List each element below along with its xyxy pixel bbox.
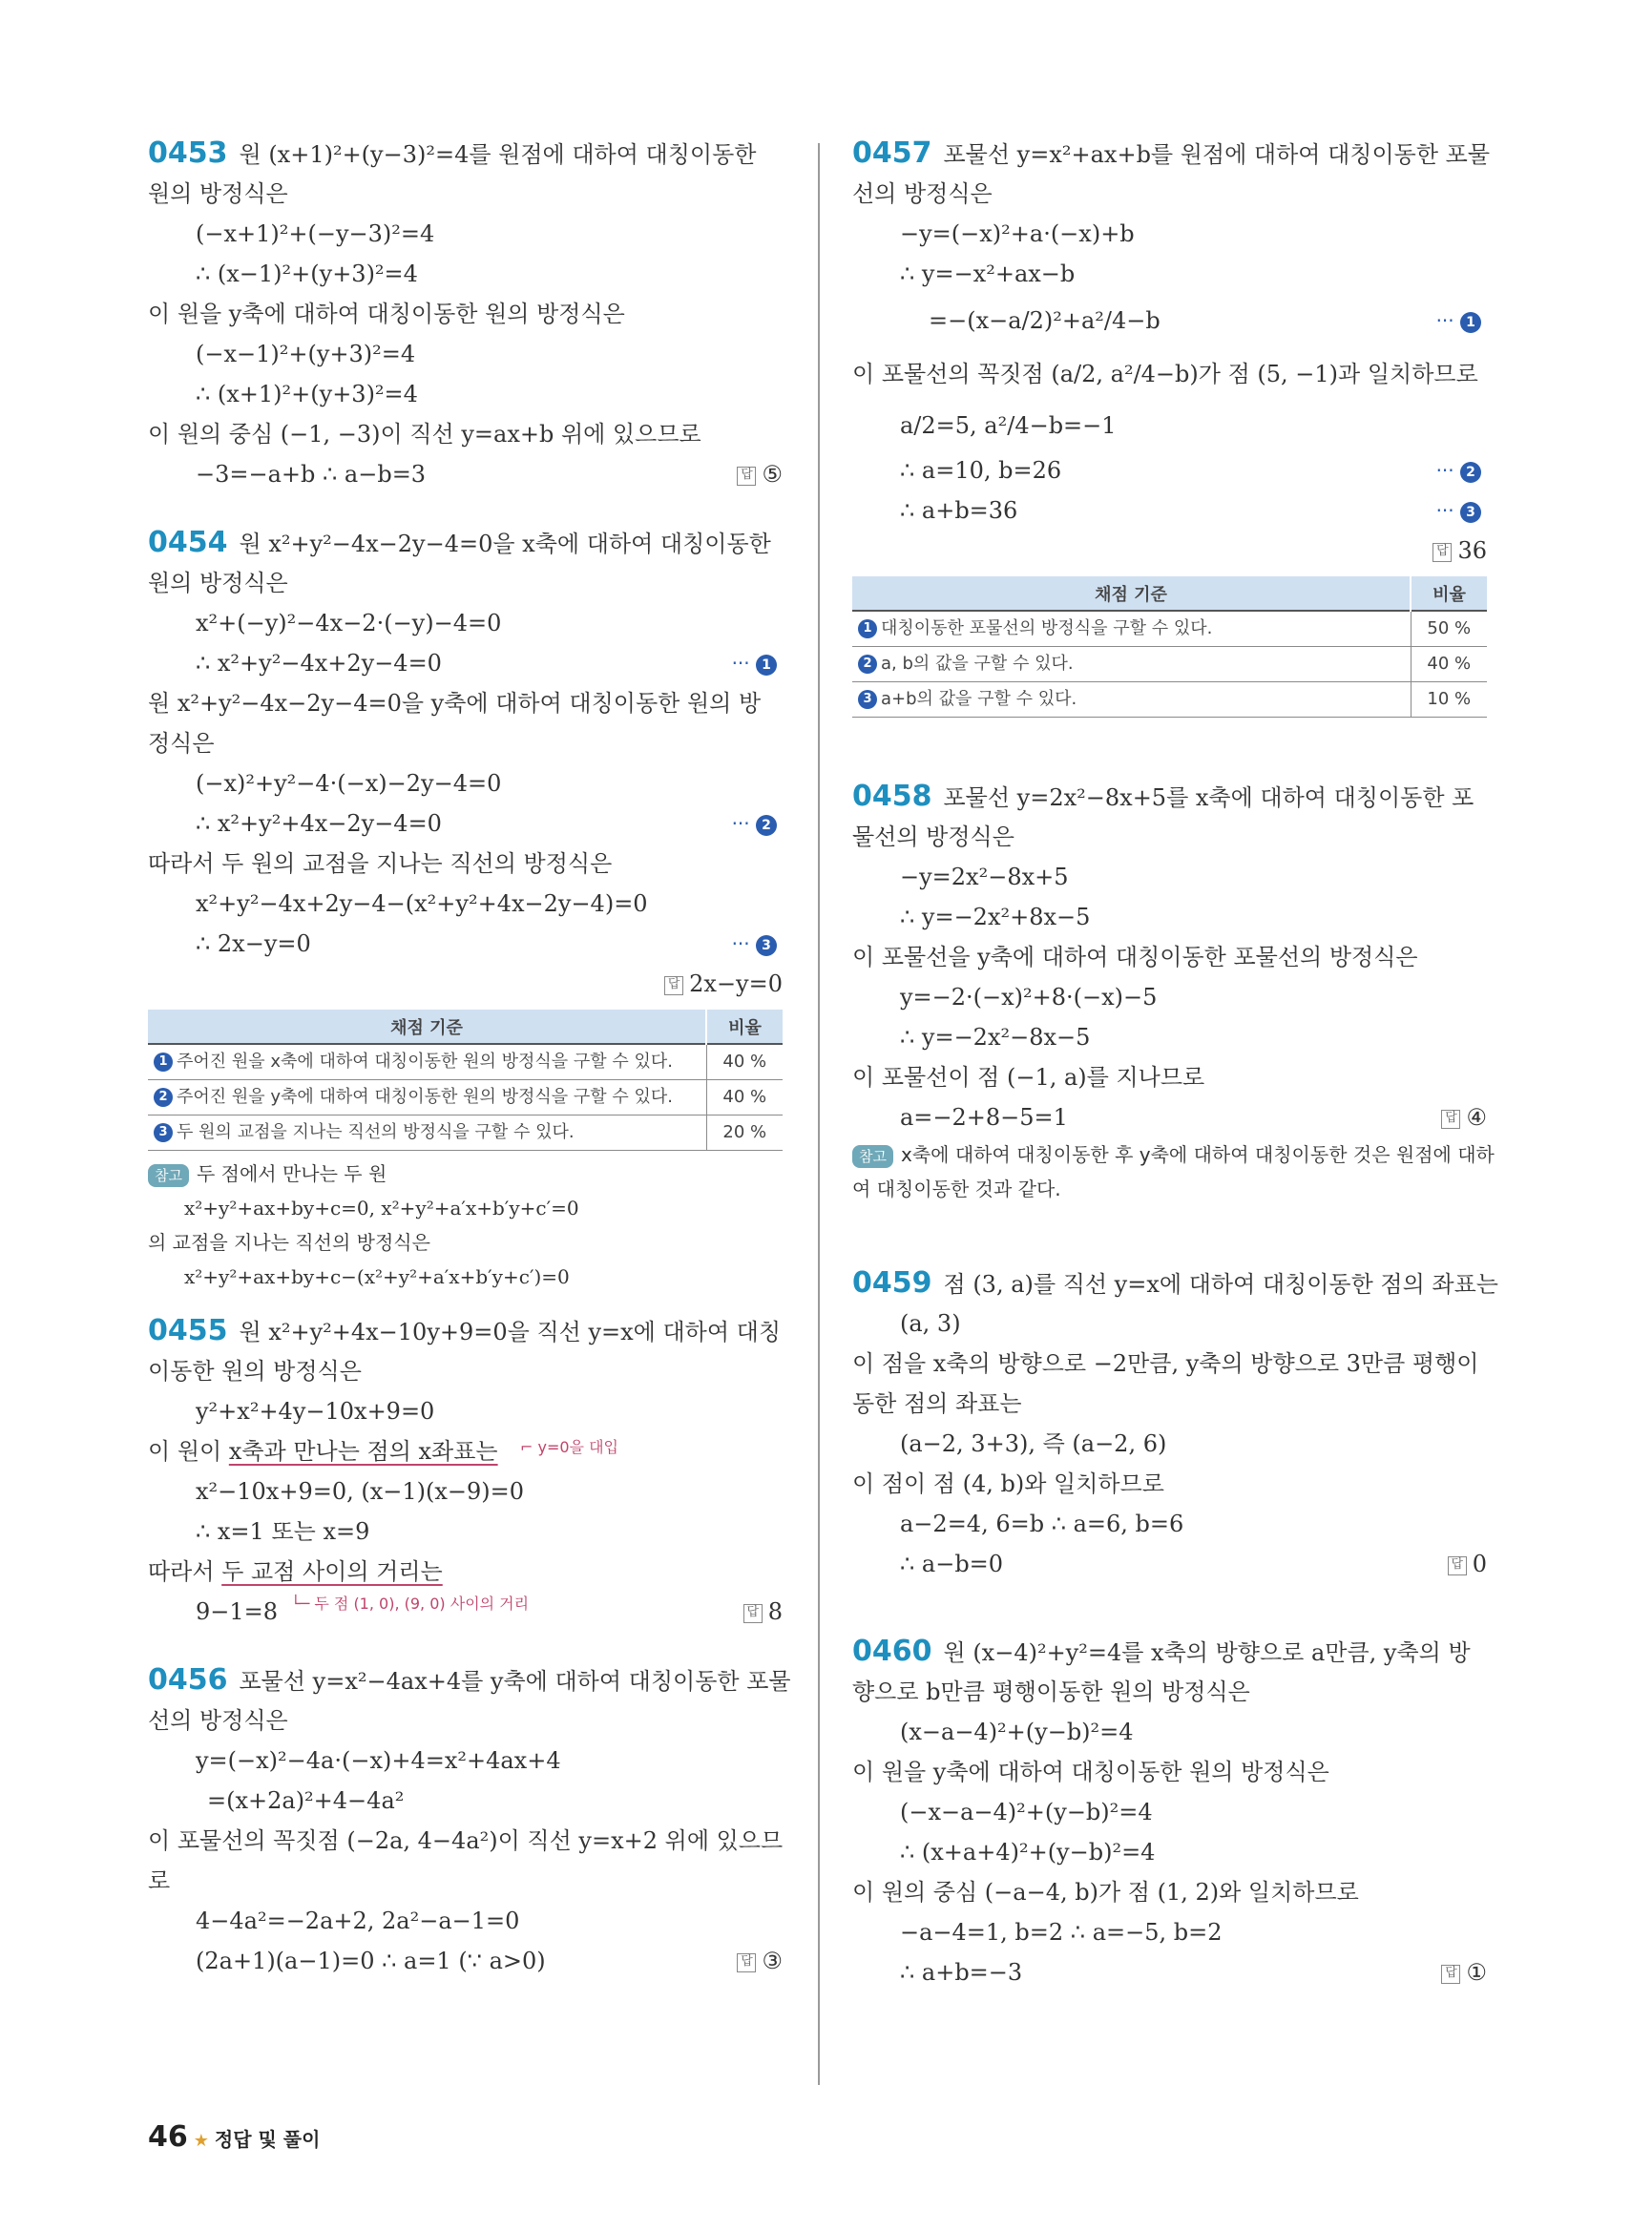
text-line: 정식은 xyxy=(148,730,215,757)
math-line: a=−2+8−5=1 xyxy=(900,1104,1068,1131)
math-line: =−(x−a/2)²+a²/4−b xyxy=(929,307,1161,334)
math-line: −a−4=1, b=2 ∴ a=−5, b=2 xyxy=(900,1919,1223,1946)
math-line: x²+y²−4x+2y−4−(x²+y²+4x−2y−4)=0 xyxy=(196,890,648,917)
math-line: a−2=4, 6=b ∴ a=6, b=6 xyxy=(900,1511,1184,1537)
step-marker: ··· 2 xyxy=(1436,450,1481,490)
math-line: −3=−a+b ∴ a−b=3 xyxy=(196,461,427,488)
math-line: (a, 3) xyxy=(900,1310,961,1337)
math-line: (−x−1)²+(y+3)²=4 xyxy=(196,341,416,367)
math-line: (x−a−4)²+(y−b)²=4 xyxy=(900,1719,1134,1745)
text-line: 원 x²+y²−4x−2y−4=0을 x축에 대하여 대칭이동한 xyxy=(239,531,771,557)
text-line: 원 (x+1)²+(y−3)²=4를 원점에 대하여 대칭이동한 xyxy=(239,141,757,168)
answer: 답 8 xyxy=(743,1592,783,1632)
math-line: ∴ a+b=36 xyxy=(900,497,1018,524)
math-line: ∴ (x+a+4)²+(y−b)²=4 xyxy=(900,1839,1156,1866)
problem-number: 0456 xyxy=(148,1663,228,1697)
grading-table: 채점 기준 비율 1 주어진 원을 x축에 대하여 대칭이동한 원의 방정식을 구할 수 있다. 40 % 2 주어진 원을 y축에 대하여 대칭이동한 원의 방정식을 구할 수 있다. 40 % 3 두 원의 교점을 지나는 직선의 방정식을 구할 수 있다. 20 % xyxy=(148,1010,783,1151)
math-line: (−x−a−4)²+(y−b)²=4 xyxy=(900,1799,1153,1825)
column-divider xyxy=(818,143,820,2085)
text-line: 원의 방정식은 xyxy=(148,570,288,596)
math-line: (−x+1)²+(−y−3)²=4 xyxy=(196,220,435,247)
problem-0454 xyxy=(148,523,783,1294)
text-line: 따라서 두 원의 교점을 지나는 직선의 방정식은 xyxy=(148,850,613,877)
annotation: ⌐ y=0을 대입 xyxy=(520,1438,619,1456)
step-marker: ··· 2 xyxy=(732,803,777,844)
step-marker: ··· 1 xyxy=(732,643,777,683)
math-line: −y=2x²−8x+5 xyxy=(900,864,1069,890)
math-line: ∴ y=−x²+ax−b xyxy=(900,261,1076,287)
math-line: ∴ 2x−y=0 xyxy=(196,930,311,957)
text-line: 물선의 방정식은 xyxy=(852,824,1014,850)
math-line: (2a+1)(a−1)=0 ∴ a=1 (∵ a>0) xyxy=(196,1948,546,1974)
problem-0455: 0455 원 x²+y²+4x−10y+9=0을 직선 y=x에 대하여 대칭 이동한 원의 방정식은 y²+x²+4y−10x+9=0 이 원이 x축과 만나는 점의 x좌표는 ⌐ y=0을 대입 x²−10x+9=0, (x−1)(x−9)=0 ∴ x=1 또는 x=9 따라서 두 교점 사이의 거리는 9−1=8 └─ 두 점 (1, 0), (9, 0) 사이의 거리 답 8 xyxy=(148,1311,783,1632)
answer-box-icon: 답 xyxy=(664,976,683,995)
math-line: ∴ x²+y²+4x−2y−4=0 xyxy=(196,810,442,837)
text-line: 점 (3, a)를 직선 y=x에 대하여 대칭이동한 점의 좌표는 xyxy=(943,1271,1498,1298)
math-line: (−x)²+y²−4·(−x)−2y−4=0 xyxy=(196,770,502,797)
math-line: a/2=5, a²/4−b=−1 xyxy=(900,412,1117,439)
answer: 답 36 xyxy=(1432,531,1487,571)
answer-box-icon: 답 xyxy=(1448,1556,1467,1575)
answer-box-icon: 답 xyxy=(1432,543,1452,562)
text-line: 이동한 원의 방정식은 xyxy=(148,1358,362,1385)
problem-0456 xyxy=(148,1660,791,1981)
math-line: =(x+2a)²+4−4a² xyxy=(207,1787,405,1814)
text-line: 포물선 y=x²−4ax+4를 y축에 대하여 대칭이동한 포물 xyxy=(239,1668,791,1695)
problem-number: 0460 xyxy=(852,1635,932,1668)
math-line: ∴ (x+1)²+(y+3)²=4 xyxy=(196,381,418,407)
math-line: y²+x²+4y−10x+9=0 xyxy=(196,1398,435,1425)
text-line: 이 원의 중심 (−a−4, b)가 점 (1, 2)와 일치하므로 xyxy=(852,1879,1359,1906)
problem-0460 xyxy=(852,1632,1487,1992)
answer: 답 ① xyxy=(1441,1952,1487,1992)
math-line: ∴ a+b=−3 xyxy=(900,1959,1023,1986)
text-line: 이 원의 중심 (−1, −3)이 직선 y=ax+b 위에 있으므로 xyxy=(148,421,701,448)
reference-note: 참고 x축에 대하여 대칭이동한 후 y축에 대하여 대칭이동한 것은 원점에 대하 여 대칭이동한 것과 같다. xyxy=(852,1143,1495,1200)
answer-box-icon: 답 xyxy=(737,467,756,486)
math-line: x²−10x+9=0, (x−1)(x−9)=0 xyxy=(196,1478,525,1505)
problem-number: 0453 xyxy=(148,136,228,170)
text-line: 이 점을 x축의 방향으로 −2만큼, y축의 방향으로 3만큼 평행이 xyxy=(852,1350,1479,1377)
problem-0457 xyxy=(852,134,1491,718)
step-marker: ··· 1 xyxy=(1436,294,1481,347)
step-marker: ··· 3 xyxy=(1436,490,1481,531)
text-line: 선의 방정식은 xyxy=(852,180,993,207)
math-line: 4−4a²=−2a+2, 2a²−a−1=0 xyxy=(196,1908,520,1934)
problem-number: 0458 xyxy=(852,780,932,813)
text-line: 이 포물선의 꼭짓점 (−2a, 4−4a²)이 직선 y=x+2 위에 있으므 xyxy=(148,1827,784,1854)
left-column xyxy=(148,134,791,1981)
star-icon: ★ xyxy=(193,2131,209,2151)
answer-box-icon: 답 xyxy=(737,1953,756,1972)
math-line: ∴ a=10, b=26 xyxy=(900,457,1062,484)
text-line: 동한 점의 좌표는 xyxy=(852,1390,1022,1417)
problem-number: 0454 xyxy=(148,526,228,559)
math-line: −y=(−x)²+a·(−x)+b xyxy=(900,220,1135,247)
answer-box-icon: 답 xyxy=(743,1604,763,1623)
math-line: y=(−x)²−4a·(−x)+4=x²+4ax+4 xyxy=(196,1747,561,1774)
math-line: ∴ y=−2x²+8x−5 xyxy=(900,904,1091,930)
note-tag: 참고 xyxy=(852,1145,893,1168)
footer-label: 정답 및 풀이 xyxy=(214,2128,321,2151)
answer: 답 0 xyxy=(1448,1544,1487,1584)
answer-box-icon: 답 xyxy=(1441,1110,1460,1129)
math-line: ∴ (x−1)²+(y+3)²=4 xyxy=(196,261,418,287)
problem-number: 0459 xyxy=(852,1266,932,1300)
text-line: 원 x²+y²+4x−10y+9=0을 직선 y=x에 대하여 대칭 xyxy=(239,1319,782,1345)
text-line: 원의 방정식은 xyxy=(148,180,288,207)
math-line: 9−1=8 xyxy=(196,1598,279,1625)
answer-box-icon: 답 xyxy=(1441,1965,1460,1984)
answer: 답 2x−y=0 xyxy=(664,964,783,1004)
math-line: ∴ y=−2x²−8x−5 xyxy=(900,1024,1091,1051)
problem-0453 xyxy=(148,134,783,494)
annotation: └─ 두 점 (1, 0), (9, 0) 사이의 거리 xyxy=(291,1595,530,1613)
answer: 답 ③ xyxy=(737,1941,783,1981)
answer: 답 ④ xyxy=(1441,1097,1487,1137)
reference-note: 참고 두 점에서 만나는 두 원 x²+y²+ax+by+c=0, x²+y²+a′x+b′y+c′=0 의 교점을 지나는 직선의 방정식은 x²+y²+ax+by+c−(x²+y²+a′x+b′y+c′)=0 xyxy=(148,1162,579,1288)
text-line: 포물선 y=2x²−8x+5를 x축에 대하여 대칭이동한 포 xyxy=(943,784,1474,811)
problem-0458 xyxy=(852,777,1495,1206)
page-footer xyxy=(148,2120,320,2154)
text-line: 이 포물선을 y축에 대하여 대칭이동한 포물선의 방정식은 xyxy=(852,944,1418,970)
text-line: 원 x²+y²−4x−2y−4=0을 y축에 대하여 대칭이동한 원의 방 xyxy=(148,690,762,717)
step-marker: ··· 3 xyxy=(732,924,777,964)
text-line: 원 (x−4)²+y²=4를 x축의 방향으로 a만큼, y축의 방 xyxy=(943,1639,1471,1666)
text-line: 로 xyxy=(148,1867,171,1894)
text-line: 이 포물선의 꼭짓점 (a/2, a²/4−b)가 점 (5, −1)과 일치하므로 xyxy=(852,361,1478,387)
text-line: 이 원을 y축에 대하여 대칭이동한 원의 방정식은 xyxy=(148,301,625,327)
text-line: 이 포물선이 점 (−1, a)를 지나므로 xyxy=(852,1064,1205,1091)
text-line: 이 원을 y축에 대하여 대칭이동한 원의 방정식은 xyxy=(852,1759,1329,1785)
math-line: ∴ x=1 또는 x=9 xyxy=(196,1518,370,1545)
answer: 답 ⑤ xyxy=(737,454,783,494)
math-line: ∴ x²+y²−4x+2y−4=0 xyxy=(196,650,442,677)
problem-number: 0455 xyxy=(148,1314,228,1347)
problem-number: 0457 xyxy=(852,136,932,170)
right-column xyxy=(852,134,1498,1992)
note-tag: 참고 xyxy=(148,1164,189,1187)
text-line: 이 점이 점 (4, b)와 일치하므로 xyxy=(852,1470,1164,1497)
problem-0459 xyxy=(852,1263,1498,1584)
grading-table: 채점 기준 비율 1 대칭이동한 포물선의 방정식을 구할 수 있다. 50 % 2 a, b의 값을 구할 수 있다. 40 % 3 a+b의 값을 구할 수 있다. 10 % xyxy=(852,576,1487,718)
text-line: 선의 방정식은 xyxy=(148,1707,288,1734)
math-line: y=−2·(−x)²+8·(−x)−5 xyxy=(900,984,1158,1011)
page-number: 46 xyxy=(148,2120,188,2154)
math-line: (a−2, 3+3), 즉 (a−2, 6) xyxy=(900,1430,1167,1457)
math-line: x²+(−y)²−4x−2·(−y)−4=0 xyxy=(196,610,502,636)
math-line: ∴ a−b=0 xyxy=(900,1551,1004,1577)
text-line: 포물선 y=x²+ax+b를 원점에 대하여 대칭이동한 포물 xyxy=(943,141,1491,168)
text-line: 향으로 b만큼 평행이동한 원의 방정식은 xyxy=(852,1678,1250,1705)
